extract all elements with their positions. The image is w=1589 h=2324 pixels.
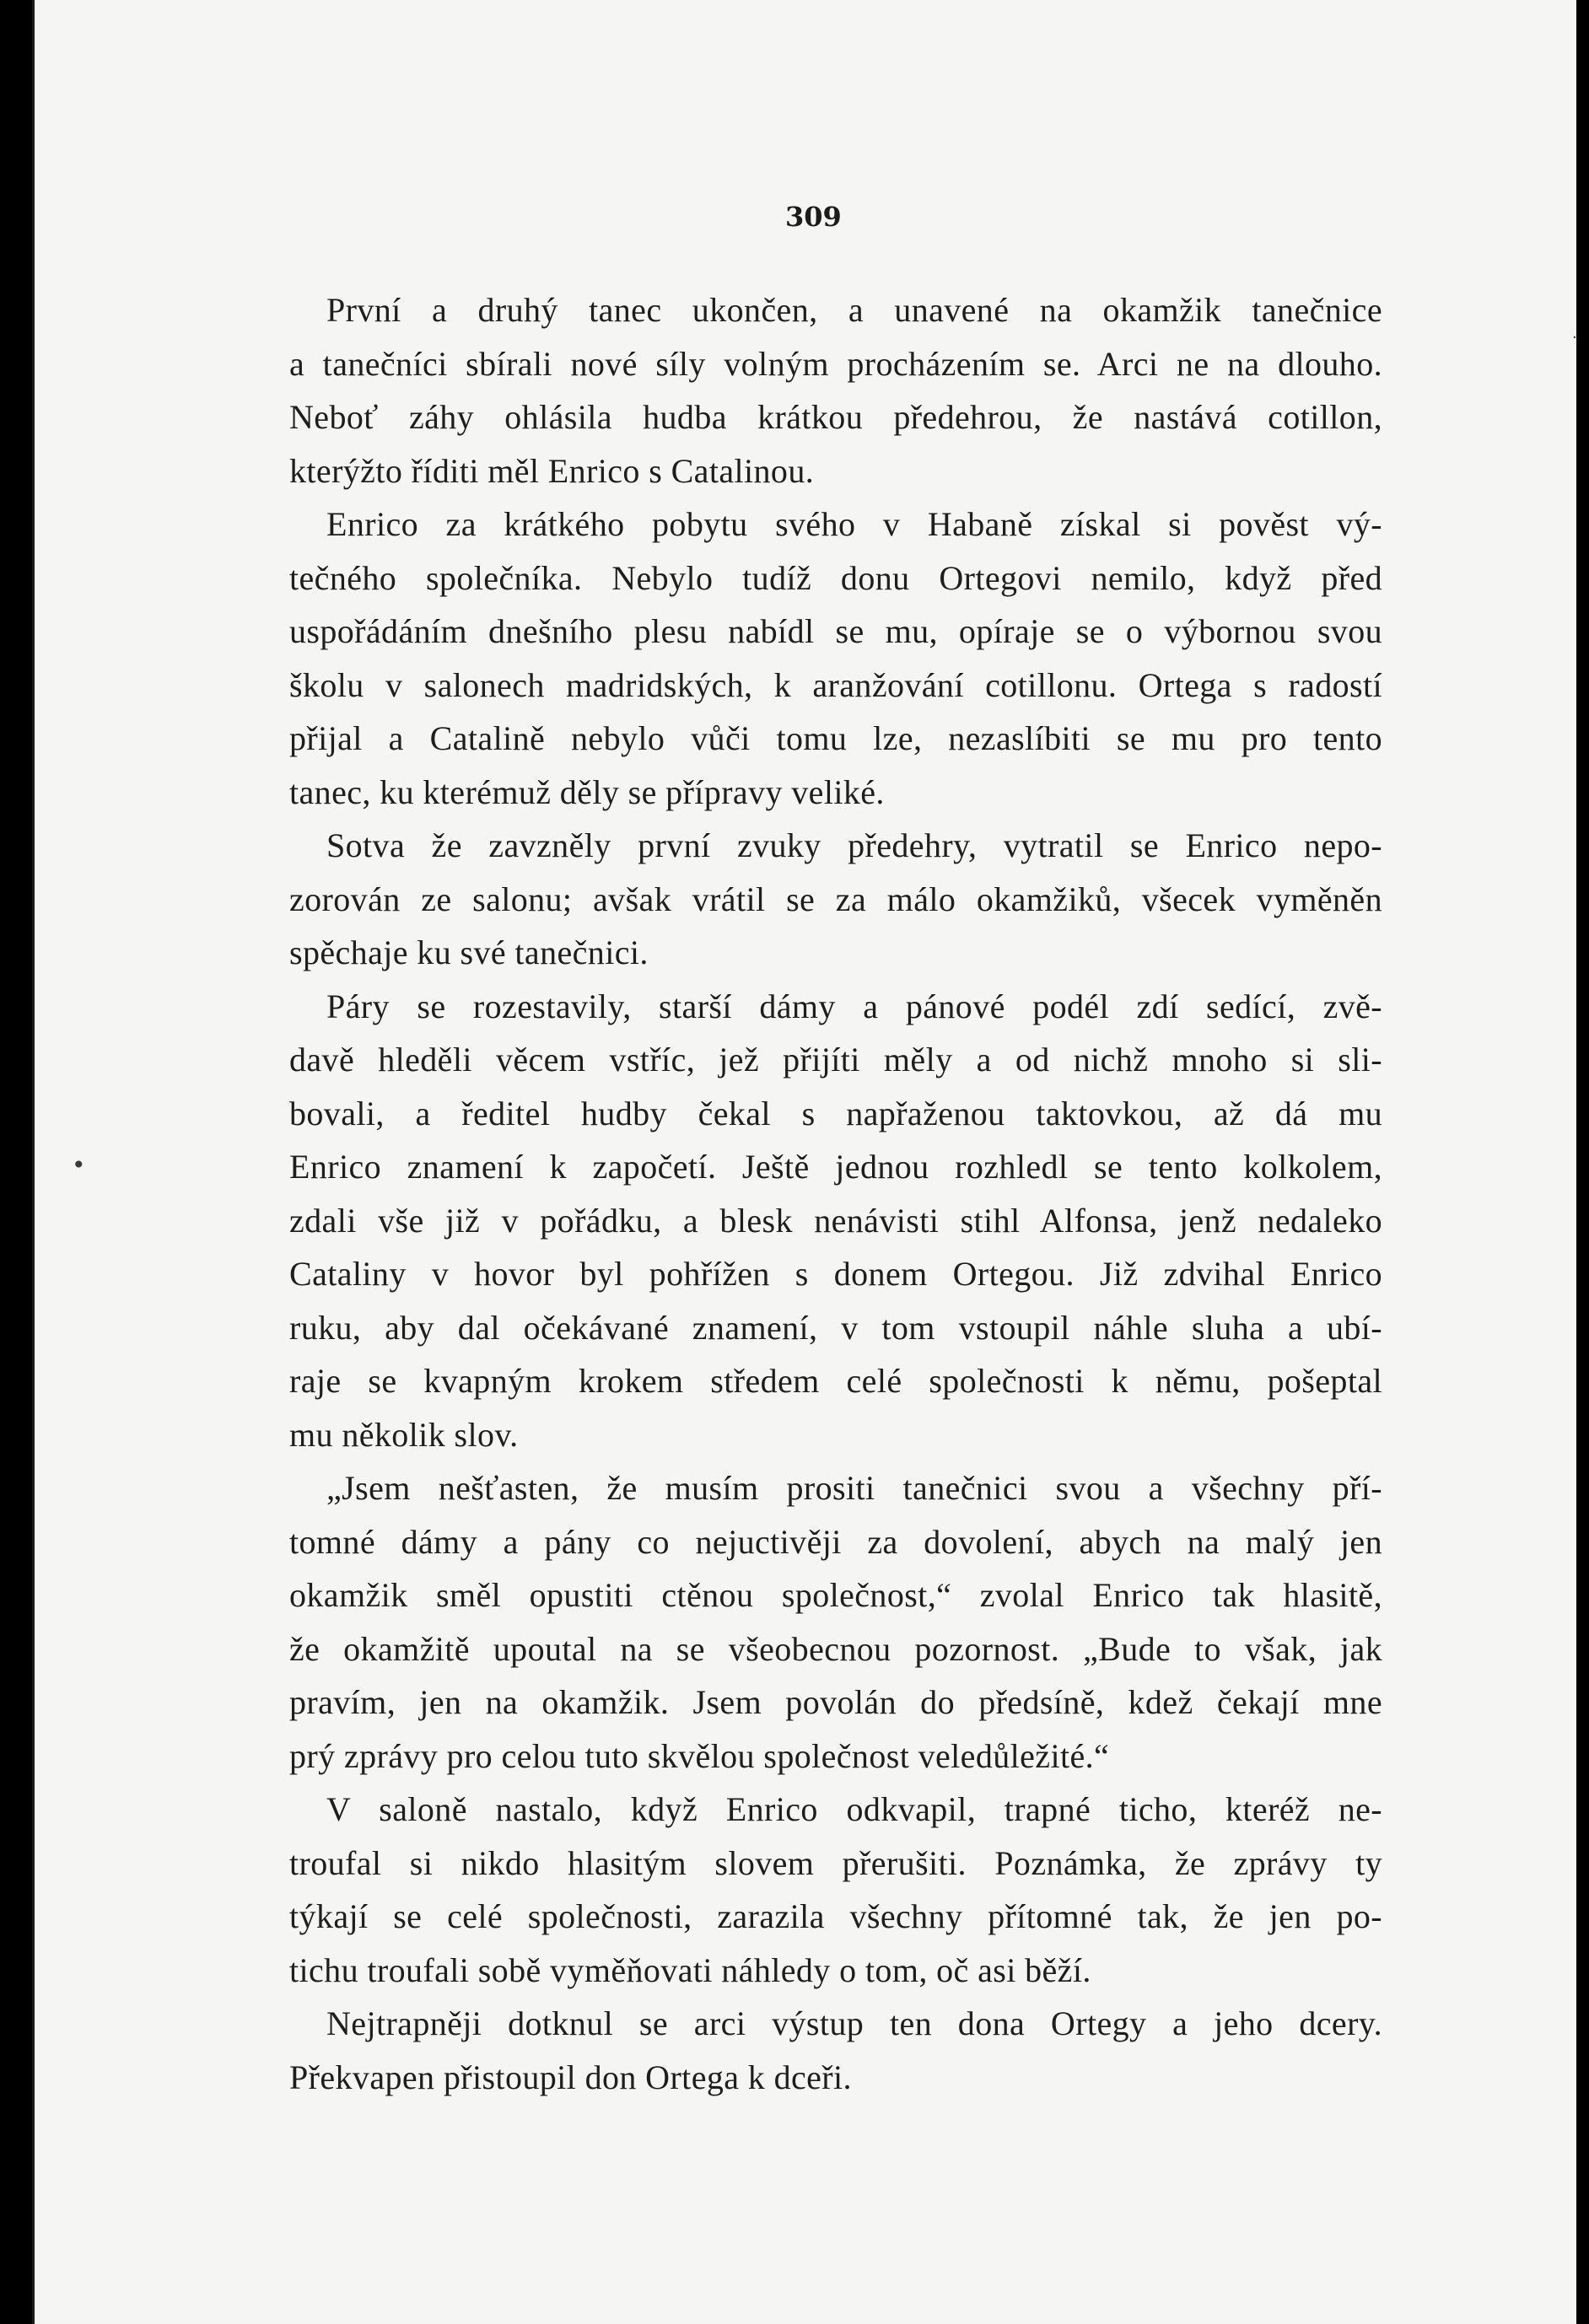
text-line: Neboť záhy ohlásila hudba krátkou předehrou, že nastává cotillon, (289, 398, 1382, 436)
text-line: spěchaje ku své tanečnici. (289, 933, 649, 971)
text-line: školu v salonech madridských, k aranžování cotillonu. Ortega s radostí (289, 665, 1382, 704)
text-line: okamžik směl opustiti ctěnou společnost,“ zvolal Enrico tak hlasitě, (289, 1576, 1382, 1614)
text-line: Páry se rozestavily, starší dámy a pánové podél zdí sedící, zvě- (326, 987, 1382, 1025)
text-line: Enrico znamení k započetí. Ještě jednou rozhledl se tento kolkolem, (289, 1148, 1382, 1186)
text-line: troufal si nikdo hlasitým slovem přerušiti. Poznámka, že zprávy ty (289, 1843, 1382, 1882)
text-line: V saloně nastalo, když Enrico odkvapil, trapné ticho, kteréž ne- (326, 1790, 1382, 1828)
page-number: 309 (785, 201, 842, 233)
text-line: Enrico za krátkého pobytu svého v Habaně získal si pověst vý- (326, 505, 1382, 543)
text-line: zorován ze salonu; avšak vrátil se za málo okamžiků, všecek vyměněn (289, 880, 1382, 918)
text-line: kterýžto říditi měl Enrico s Catalinou. (289, 451, 815, 490)
text-line: že okamžitě upoutal na se všeobecnou pozornost. „Bude to však, jak (289, 1629, 1382, 1668)
body-text (289, 283, 1382, 2104)
text-line: „Jsem nešťasten, že musím prositi tanečnici svou a všechny pří- (326, 1469, 1382, 1507)
text-line: tanec, ku kterémuž děly se přípravy veliké. (289, 772, 885, 811)
text-line: První a druhý tanec ukončen, a unavené na okamžik tanečnice (326, 291, 1382, 329)
text-line: tomné dámy a pány co nejuctivěji za dovolení, abych na malý jen (289, 1522, 1382, 1561)
text-line: a tanečníci sbírali nové síly volným procházením se. Arci ne na dlouho. (289, 344, 1382, 383)
text-line: Nejtrapněji dotknul se arci výstup ten dona Ortegy a jeho dcery. (326, 2004, 1382, 2042)
text-line: prý zprávy pro celou tuto skvělou společnost veledůležité.“ (289, 1736, 1110, 1775)
text-line: přijal a Catalině nebylo vůči tomu lze, nezaslíbiti se mu pro tento (289, 719, 1382, 757)
text-line: uspořádáním dnešního plesu nabídl se mu, opíraje se o výbornou svou (289, 612, 1382, 650)
text-line: Cataliny v hovor byl pohřížen s donem Ortegou. Již zdvihal Enrico (289, 1255, 1382, 1293)
text-line: ruku, aby dal očekávané znamení, v tom vstoupil náhle sluha a ubí- (289, 1308, 1382, 1347)
text-line: mu několik slov. (289, 1415, 519, 1454)
text-line: bovali, a ředitel hudby čekal s napřaženou taktovkou, až dá mu (289, 1094, 1382, 1132)
text-line: pravím, jen na okamžik. Jsem povolán do předsíně, kdež čekají mne (289, 1683, 1382, 1721)
text-line: zdali vše již v pořádku, a blesk nenávisti stihl Alfonsa, jenž nedaleko (289, 1201, 1382, 1240)
book-page (32, 0, 1576, 2324)
text-line: Sotva že zavzněly první zvuky předehry, vytratil se Enrico nepo- (326, 826, 1382, 864)
margin-dot-mark: · (1572, 329, 1577, 347)
text-line: týkají se celé společnosti, zarazila všechny přítomné tak, že jen po- (289, 1897, 1382, 1935)
text-line: Překvapen přistoupil don Ortega k dceři. (289, 2058, 852, 2096)
text-line: tichu troufali sobě vyměňovati náhledy o tom, oč asi běží. (289, 1950, 1091, 1989)
text-line: raje se kvapným krokem středem celé společnosti k němu, pošeptal (289, 1362, 1382, 1400)
margin-dot-mark: • (72, 1151, 86, 1179)
text-line: tečného společníka. Nebylo tudíž donu Ortegovi nemilo, když před (289, 558, 1382, 597)
text-line: davě hleděli věcem vstříc, jež přijíti měly a od nichž mnoho si sli- (289, 1041, 1382, 1079)
